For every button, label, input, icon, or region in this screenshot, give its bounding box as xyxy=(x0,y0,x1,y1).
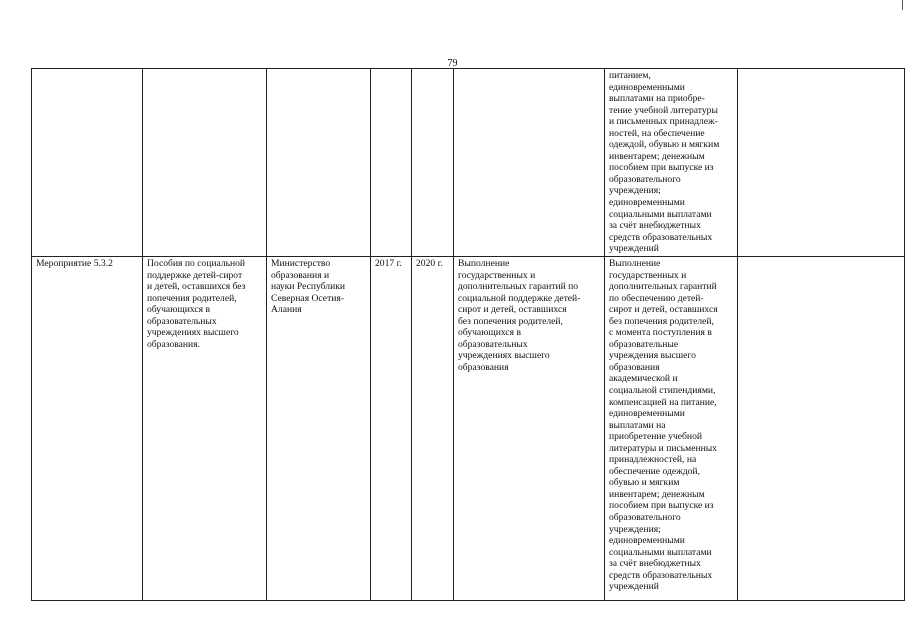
expected-result-cell xyxy=(454,69,605,257)
measure-name-cell xyxy=(32,69,143,257)
expected-result-cell: Выполнение государственных и дополнительных гарантий по социальной поддержке детей- сирот и детей, оставшихся без попечения родителей, обучающихся в образовательных учреждениях высшего образования xyxy=(454,257,605,601)
measure-name-cell: Мероприятие 5.3.2 xyxy=(32,257,143,601)
scan-edge-mark xyxy=(902,0,903,10)
executor-cell: Министерство образования и науки Республики Северная Осетия- Алания xyxy=(267,257,371,601)
table-row xyxy=(32,69,905,257)
start-year-cell xyxy=(371,69,412,257)
notes-cell xyxy=(738,69,905,257)
start-year-cell: 2017 г. xyxy=(371,257,412,601)
implementation-cell: питанием, единовременными выплатами на приобре- тение учебной литературы и письменных принадлеж- ностей, на обеспечение одеждой, обувью и мягким инвентарем; денежным пособием при выпуске из образовательного учреждения; единовременными социальными выплатами за счёт внебюджетных средств образовательных учреждений xyxy=(605,69,738,257)
executor-cell xyxy=(267,69,371,257)
table-row xyxy=(32,257,905,601)
description-cell xyxy=(143,69,267,257)
page-number: 79 xyxy=(447,58,458,69)
implementation-cell: Выполнение государственных и дополнительных гарантий по обеспечению детей- сирот и детей, оставшихся без попечения родителей, с момента поступления в образовательные учреждения высшего образования академической и социальной стипендиями, компенсацией на питание, единовременными выплатами на приобретение учебной литературы и письменных принадлежностей, на обеспечение одеждой, обувью и мягким инвентарем; денежным пособием при выпуске из образовательного учреждения; единовременными социальными выплатами за счёт внебюджетных средств образовательных учреждений xyxy=(605,257,738,601)
end-year-cell xyxy=(412,69,454,257)
program-measures-table xyxy=(31,68,905,601)
end-year-cell: 2020 г. xyxy=(412,257,454,601)
notes-cell xyxy=(738,257,905,601)
description-cell: Пособия по социальной поддержке детей-сирот и детей, оставшихся без попечения родителей, обучающихся в образовательных учреждениях высшего образования. xyxy=(143,257,267,601)
